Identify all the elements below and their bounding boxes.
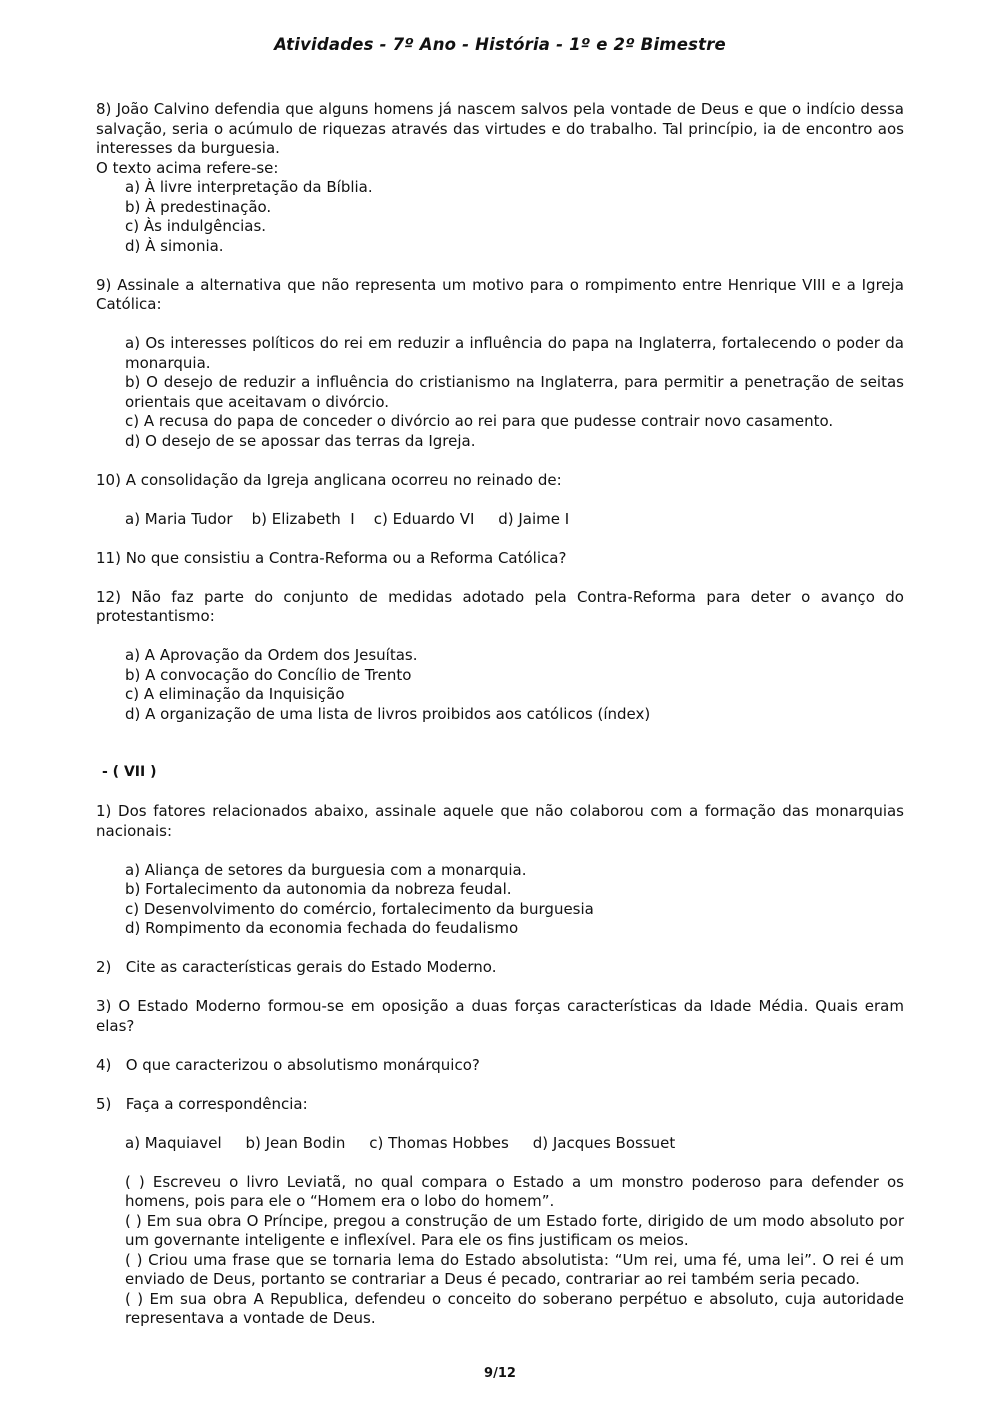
question-9-option-c: c) A recusa do papa de conceder o divórcio ao rei para que pudesse contrair novo casamento. — [125, 412, 834, 430]
question-12-option-a: a) A Aprovação da Ordem dos Jesuítas. — [125, 646, 418, 664]
question-10-options: a) Maria Tudor b) Elizabeth I c) Eduardo VI d) Jaime I — [125, 509, 570, 528]
page-content — [96, 100, 904, 1329]
section-question-5-statement-3: ( ) Criou uma frase que se tornaria lema do Estado absolutista: “Um rei, uma fé, uma lei”. O rei é um enviado de Deus, portanto se contrariar a Deus é pecado, contrariar ao rei também seria pecado. — [125, 1250, 904, 1288]
section-question-5-statement-1: ( ) Escreveu o livro Leviatã, no qual compara o Estado a um monstro poderoso para defender os homens, pois para ele o “Homem era o lobo do homem”. — [125, 1172, 904, 1210]
section-question-1-option-a: a) Aliança de setores da burguesia com a monarquia. — [125, 860, 527, 879]
question-9-option-d: d) O desejo de se apossar das terras da Igreja. — [125, 431, 476, 450]
question-10-text: 10) A consolidação da Igreja anglicana ocorreu no reinado de: — [96, 470, 562, 489]
section-question-3-text: 3) O Estado Moderno formou-se em oposição a duas forças características da Idade Média. Quais eram elas? — [96, 997, 904, 1035]
section-question-1-option-d: d) Rompimento da economia fechada do feudalismo — [125, 919, 519, 937]
section-question-5-statement-4: ( ) Em sua obra A Republica, defendeu o conceito do soberano perpétuo e absoluto, cuja autoridade representava a vontade de Deus. — [125, 1289, 904, 1327]
question-8-option-c: c) Às indulgências. — [125, 217, 267, 235]
question-8-option-a: a) À livre interpretação da Bíblia. — [125, 178, 373, 196]
section-question-4-text: 4) O que caracterizou o absolutismo monárquico? — [96, 1055, 480, 1074]
section-question-5-statement-2: ( ) Em sua obra O Príncipe, pregou a construção de um Estado forte, dirigido de um modo absoluto por um governante inteligente e inflexível. Para ele os fins justificam os meios. — [125, 1211, 904, 1249]
question-12-option-c: c) A eliminação da Inquisição — [125, 685, 345, 703]
question-9-text: 9) Assinale a alternativa que não representa um motivo para o rompimento entre Henrique VIII e a Igreja Católica: — [96, 275, 904, 313]
question-12-option-d: d) A organização de uma lista de livros proibidos aos católicos (índex) — [125, 704, 651, 723]
section-question-1-option-b: b) Fortalecimento da autonomia da nobreza feudal. — [125, 880, 512, 898]
section-question-1-text: 1) Dos fatores relacionados abaixo, assinale aquele que não colaborou com a formação das monarquias nacionais: — [96, 802, 904, 840]
question-9-option-b: b) O desejo de reduzir a influência do cristianismo na Inglaterra, para permitir a penetração de seitas orientais que aceitavam o divórcio. — [125, 373, 904, 411]
question-8-text: 8) João Calvino defendia que alguns homens já nascem salvos pela vontade de Deus e que o indício dessa salvação, seria o acúmulo de riquezas através das virtudes e do trabalho. Tal princípio, ia de encontro aos interesses da burguesia. — [96, 100, 904, 157]
section-question-2-text: 2) Cite as características gerais do Estado Moderno. — [96, 958, 497, 976]
question-9-option-a: a) Os interesses políticos do rei em reduzir a influência do papa na Inglaterra, fortalecendo o poder da monarquia. — [125, 334, 904, 372]
section-heading: - ( VII ) — [102, 764, 157, 780]
question-8-option-d: d) À simonia. — [125, 236, 224, 255]
question-12-option-b: b) A convocação do Concílio de Trento — [125, 665, 412, 684]
page-header-title: Atividades - 7º Ano - História - 1º e 2º Bimestre — [274, 35, 726, 54]
question-8-prompt: O texto acima refere-se: — [96, 158, 279, 177]
page-number: 9/12 — [484, 1366, 516, 1381]
question-8-option-b: b) À predestinação. — [125, 197, 272, 216]
question-11-text: 11) No que consistiu a Contra-Reforma ou a Reforma Católica? — [96, 548, 567, 567]
section-question-5-options: a) Maquiavel b) Jean Bodin c) Thomas Hobbes d) Jacques Bossuet — [125, 1133, 676, 1152]
section-question-5-text: 5) Faça a correspondência: — [96, 1094, 308, 1113]
question-12-text: 12) Não faz parte do conjunto de medidas adotado pela Contra-Reforma para deter o avanço do protestantismo: — [96, 587, 904, 625]
section-question-1-option-c: c) Desenvolvimento do comércio, fortalecimento da burguesia — [125, 899, 594, 918]
